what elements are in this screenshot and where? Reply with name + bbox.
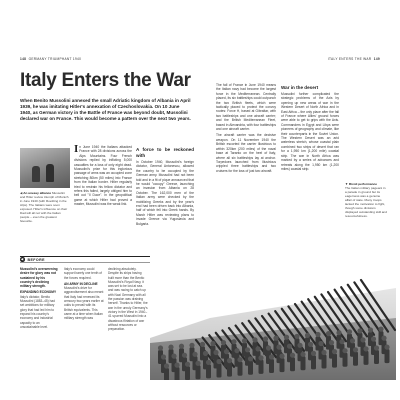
before-column	[20, 267, 60, 331]
left-running-title: GERMANY TRIUMPHANT 1940	[28, 57, 82, 61]
left-running-head	[20, 57, 81, 63]
helmet-mark	[210, 341, 215, 346]
parade-illustration	[150, 248, 396, 380]
helmet-mark	[221, 340, 226, 345]
helmet-mark	[273, 336, 278, 341]
body-column-3	[216, 83, 276, 175]
helmet-mark	[290, 353, 295, 358]
before-text: Mussolini's drive for aggrandisement also meant that Italy had renewed its armoury two years earlier at odds to prevail with its British equivalents. This came at a time when Italian military strength was	[64, 286, 104, 321]
helmet-mark	[300, 352, 305, 357]
helmet-mark	[284, 335, 289, 340]
helmet-mark	[185, 362, 190, 367]
section-heading: A force to be reckoned with	[136, 147, 194, 158]
helmet-mark	[384, 345, 389, 350]
body-paragraph: The fall of France in June 1940 means the Italian navy had become the largest force in the Mediterranean. Centrally placed, its six battleships could outpunch the two British fleets, which were tactically placed to protect the convoy routes: Force H, based at Gibraltar, with two battleships and one aircraft carrier; and the British Mediterranean Fleet, based in Alexandria, with four battleships and one aircraft carrier.	[216, 83, 276, 132]
helmet-mark	[224, 349, 229, 354]
helmet-mark	[252, 337, 257, 342]
helmet-mark	[287, 344, 292, 349]
helmet-mark	[326, 331, 331, 336]
intro-paragraph: When Benito Mussolini annexed the small Adriatic kingdom of Albania in April 1939, he was imitating Hitler's annexation of Czechoslovakia. On 10 June 1940, as German victory in the Battle of France was beyond doubt, Mussolini declared war on France. This would become a pattern over the next two years.	[20, 98, 191, 121]
soldier-mark	[385, 349, 390, 363]
parade-photo	[150, 248, 396, 380]
helmet-mark	[263, 336, 268, 341]
helmet-mark	[168, 345, 173, 350]
side-caption-label: Rivoli performance	[348, 182, 377, 186]
soldier-mark	[311, 355, 316, 369]
helmet-mark	[171, 354, 176, 359]
soldier-mark	[322, 355, 327, 369]
soldier-mark	[185, 366, 190, 380]
helmet-mark	[350, 338, 355, 343]
body-paragraph: Mussolini further complicated the strategic problems of the Axis by opening up new areas of war in the Western Desert of North Africa and in East Africa – the only place after the fall of France where Allies' ground forces were able to get to grips with the Axis. Commanders in Egypt and Libya were pioneers of geography and climate, like their counterparts in the Soviet Union. The Western Desert was an arid waterless stretch, whose coastal plain combined two strips of desert that ran for a 1,950 km (1,200 mile) coastal strip. The war in North Africa was marked by a series of advances and retreats along the 1,950 km (1,200 miles) coastal strip.	[281, 92, 339, 171]
leaders-photo	[20, 148, 70, 188]
body-column-4	[281, 83, 339, 173]
before-text: and was racing to catch up with Nazi Germany with all the passion was draining herself. Thanks to Hitler, the war in the unruly Germany's victory in the West in 1940–41 spurred Mussolini into a disastrous flirtation of war without resources or preparation.	[108, 288, 148, 332]
helmet-mark	[203, 351, 208, 356]
helmet-mark	[353, 347, 358, 352]
soldier-mark	[164, 368, 169, 380]
helmet-mark	[248, 356, 253, 361]
body-paragraph: The aircraft carrier was the decisive weapon. On 11 November 1940 the British escorted the carrier Illustrious to within 320km (200 miles) of the naval base at Taranto on the heel of Italy, where all six battleships lay at anchor. Torpedoes launched from Illustrious crippled three battleships and two cruisers for the loss of just two aircraft.	[216, 133, 276, 173]
helmet-mark	[195, 361, 200, 366]
before-column	[64, 267, 104, 331]
helmet-mark	[371, 336, 376, 341]
before-text: declining absolutely. Despite its ships having built more than the Benito Mussolini's Royal Navy, it was set to be lost at sea.	[108, 267, 145, 289]
helmet-mark	[182, 353, 187, 358]
helmet-mark	[174, 363, 179, 368]
helmet-mark	[164, 363, 169, 368]
side-caption-text: The Italian military pageant in a parade in ground but its eagerness was a genuine affair of state. Many troops lacked the motivation to fight, though some divisions displayed outstanding skill and resourcefulness.	[345, 186, 387, 218]
photo-caption-box	[20, 148, 70, 223]
soldier-mark	[364, 351, 369, 365]
soldier-mark	[290, 357, 295, 371]
helmet-mark	[332, 349, 337, 354]
helmet-mark	[200, 342, 205, 347]
soldier-mark	[374, 350, 379, 364]
helmet-mark	[242, 338, 247, 343]
helmet-mark	[305, 333, 310, 338]
soldier-mark	[259, 360, 264, 374]
helmet-mark	[158, 345, 163, 350]
helmet-mark	[315, 332, 320, 337]
soldier-mark	[175, 367, 180, 380]
soldier-mark	[269, 359, 274, 373]
helmet-mark	[266, 345, 271, 350]
helmet-mark	[321, 350, 326, 355]
soldier-mark	[353, 352, 358, 366]
before-subheading: EXPANDING ECONOMY	[20, 290, 57, 295]
helmet-mark	[381, 336, 386, 341]
helmet-mark	[237, 357, 242, 362]
before-label: BEFORE	[27, 257, 45, 262]
soldier-mark	[206, 364, 211, 378]
helmet-mark	[245, 347, 250, 352]
helmet-mark	[347, 329, 352, 334]
helmet-mark	[179, 344, 184, 349]
soldier-mark	[332, 354, 337, 368]
body-column-1	[74, 145, 132, 209]
helmet-mark	[269, 354, 274, 359]
helmet-mark	[378, 327, 383, 332]
soldier-mark	[196, 365, 201, 379]
helmet-mark	[206, 360, 211, 365]
helmet-mark	[216, 359, 221, 364]
helmet-mark	[308, 342, 313, 347]
helmet-mark	[231, 339, 236, 344]
helmet-mark	[279, 354, 284, 359]
soldier-mark	[248, 361, 253, 375]
before-text: Italy's economy could support barely one tenth of the forces required.	[64, 267, 102, 280]
helmet-mark	[363, 346, 368, 351]
helmet-mark	[189, 343, 194, 348]
left-page-number: 148	[20, 57, 27, 61]
helmet-mark	[329, 340, 334, 345]
helmet-mark	[339, 339, 344, 344]
helmet-mark	[192, 352, 197, 357]
page-title: Italy Enters the War	[20, 70, 191, 91]
back-arrow-icon: ◀	[20, 257, 24, 262]
helmet-mark	[318, 341, 323, 346]
caption-arrow-icon: ▼	[345, 182, 349, 186]
before-subheading: AN ARMY IN DECLINE	[64, 281, 98, 286]
caption-arrow-icon: ◀	[20, 191, 24, 195]
right-running-head	[328, 57, 380, 63]
soldier-mark	[280, 358, 285, 372]
helmet-mark	[368, 327, 373, 332]
soldier-mark	[301, 356, 306, 370]
caption-label: An uneasy alliance	[23, 191, 52, 195]
before-column	[108, 267, 148, 331]
helmet-mark	[258, 355, 263, 360]
body-paragraph: In October 1940, Mussolini's foreign dictator, General Antonescu, allowed the country to be occupied by the German army. Mussolini had not been told and in a fit of pique announced that he would "occupy" Greece, launching an invasion from Albania on 28 October. The 162,000 men of the Italian army were checked by the mobilizing Greeks and by the year's end had been driven back into Albania, half of which fell into Greek hands. By March Hitler was reviewing plans to invade Greece via Yugoslavia and Bulgaria.	[136, 160, 194, 226]
right-page-number: 149	[373, 57, 380, 61]
soldier-mark	[227, 363, 232, 377]
helmet-mark	[227, 358, 232, 363]
before-text: Italy's dictator, Benito Mussolini (1883–45) had set ambitions for military glory that had led him to expand his country's economy and industrial capacity to an unsustainable level.	[20, 294, 55, 329]
helmet-mark	[234, 348, 239, 353]
helmet-mark	[357, 328, 362, 333]
helmet-mark	[336, 330, 341, 335]
drop-cap: I	[74, 143, 79, 155]
body-paragraph	[74, 145, 132, 207]
section-heading: War in the desert	[281, 85, 319, 90]
helmet-mark	[161, 354, 166, 359]
helmet-mark	[360, 337, 365, 342]
before-text: Mussolini's overweening desire for glory was not sustained by his country's declining military strength.	[20, 267, 58, 289]
helmet-mark	[342, 348, 347, 353]
helmet-mark	[294, 334, 299, 339]
soldier-mark	[238, 362, 243, 376]
right-running-title: ITALY ENTERS THE WAR	[327, 57, 372, 61]
caption-text: Mussolini and Hitler review triumph of Munich in June 1940 (with Roettling in the Alps). The Italians were soon exposed. Hitler's influence on their Dad will all not with the Italian people – even the greatest favourite.	[20, 191, 69, 223]
helmet-mark	[276, 345, 281, 350]
body-column-2	[136, 145, 194, 228]
side-caption	[345, 182, 387, 218]
helmet-mark	[297, 343, 302, 348]
helmet-mark	[374, 345, 379, 350]
helmet-mark	[255, 346, 260, 351]
helmet-mark	[213, 350, 218, 355]
soldier-mark	[217, 364, 222, 378]
helmet-mark	[311, 351, 316, 356]
body-text: n June 1940 the Italians attacked France with 28 divisions across the Alps Mountains. Four French divisions replied by inflicting 5,000 casualties for a loss of only eight dead. Mussolini's prize for this inglorious passage of arms was an occupied zone stretching 80km (50 miles) into France from the Italian border. Hitler regularly tried to restrain his fellow dictator and refers this failed, largely obliged him to bell out "Il Duce". In the geopolitical game at which Hitler had proved a master, Mussolini was the weak link.	[74, 145, 132, 207]
soldier-mark	[343, 353, 348, 367]
